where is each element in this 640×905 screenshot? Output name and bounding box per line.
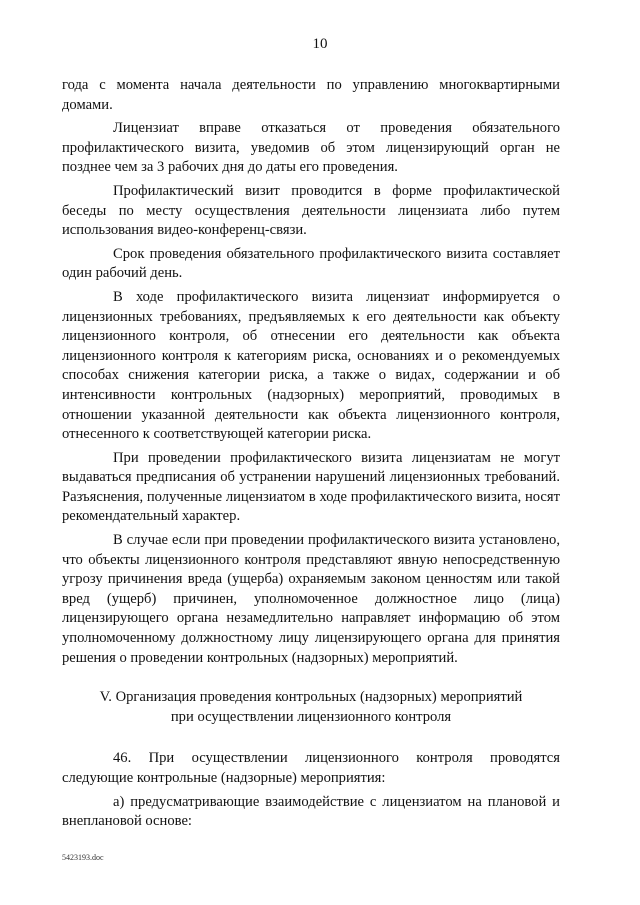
paragraph-item-46: 46. При осуществлении лицензионного контроля проводятся следующие контрольные (надзорные) мероприятия: (62, 750, 560, 786)
paragraph-visit-info: В ходе профилактического визита лицензиат информируется о лицензионных требованиях, предъявляемых к его деятельности как объекту лицензионного контроля, об отнесении его деятельности как объекта лицензионного контроля к категориям риска, основаниях и о рекомендуемых способах снижения категории риска, а также о видах, содержании и об интенсивности контрольных (надзорных) мероприятий, проводимых в отношении указанной деятельности как объекта лицензионного контроля, отнесенного к соответствующей категории риска. (62, 288, 560, 443)
paragraph-visit-duration: Срок проведения обязательного профилактического визита составляет один рабочий день. (62, 245, 560, 282)
paragraph-no-prescriptions: При проведении профилактического визита лицензиатам не могут выдаваться предписания об устранении нарушений лицензионных требований. Разъяснения, полученные лицензиатом в ходе профилактического визита, носят рекомендательный характер. (62, 449, 560, 525)
page-number: 10 (312, 36, 328, 52)
document-body (62, 76, 560, 836)
paragraph-refusal: Лицензиат вправе отказаться от проведения обязательного профилактического визита, уведомив об этом лицензирующий орган не позднее чем за 3 рабочих дня до даты его проведения. (62, 120, 560, 176)
paragraph-threat-case: В случае если при проведении профилактического визита установлено, что объекты лицензионного контроля представляют явную непосредственную угрозу причинения вреда (ущерба) охраняемым законом ценностям или такой вред (ущерб) причинен, уполномоченное должностное лицо (лица) лицензирующего органа незамедлительно направляет информацию об этом уполномоченному должностному лицу лицензирующего органа для принятия решения о проведении контрольных (надзорных) мероприятий. (62, 532, 560, 666)
document-filename: 5423193.doc (62, 853, 104, 862)
section-heading-line1: V. Организация проведения контрольных (надзорных) мероприятий (99, 689, 523, 706)
section-heading-line2: при осуществлении лицензионного контроля (170, 708, 452, 725)
section-heading (62, 688, 560, 727)
paragraph-visit-form: Профилактический визит проводится в форме профилактической беседы по месту осуществления деятельности лицензиата либо путем использования видео-конференц-связи. (62, 182, 560, 239)
paragraph-subitem-a: а) предусматривающие взаимодействие с лицензиатом на плановой и внеплановой основе: (62, 793, 560, 830)
paragraph-continuation: года с момента начала деятельности по управлению многоквартирными домами. (62, 77, 560, 113)
